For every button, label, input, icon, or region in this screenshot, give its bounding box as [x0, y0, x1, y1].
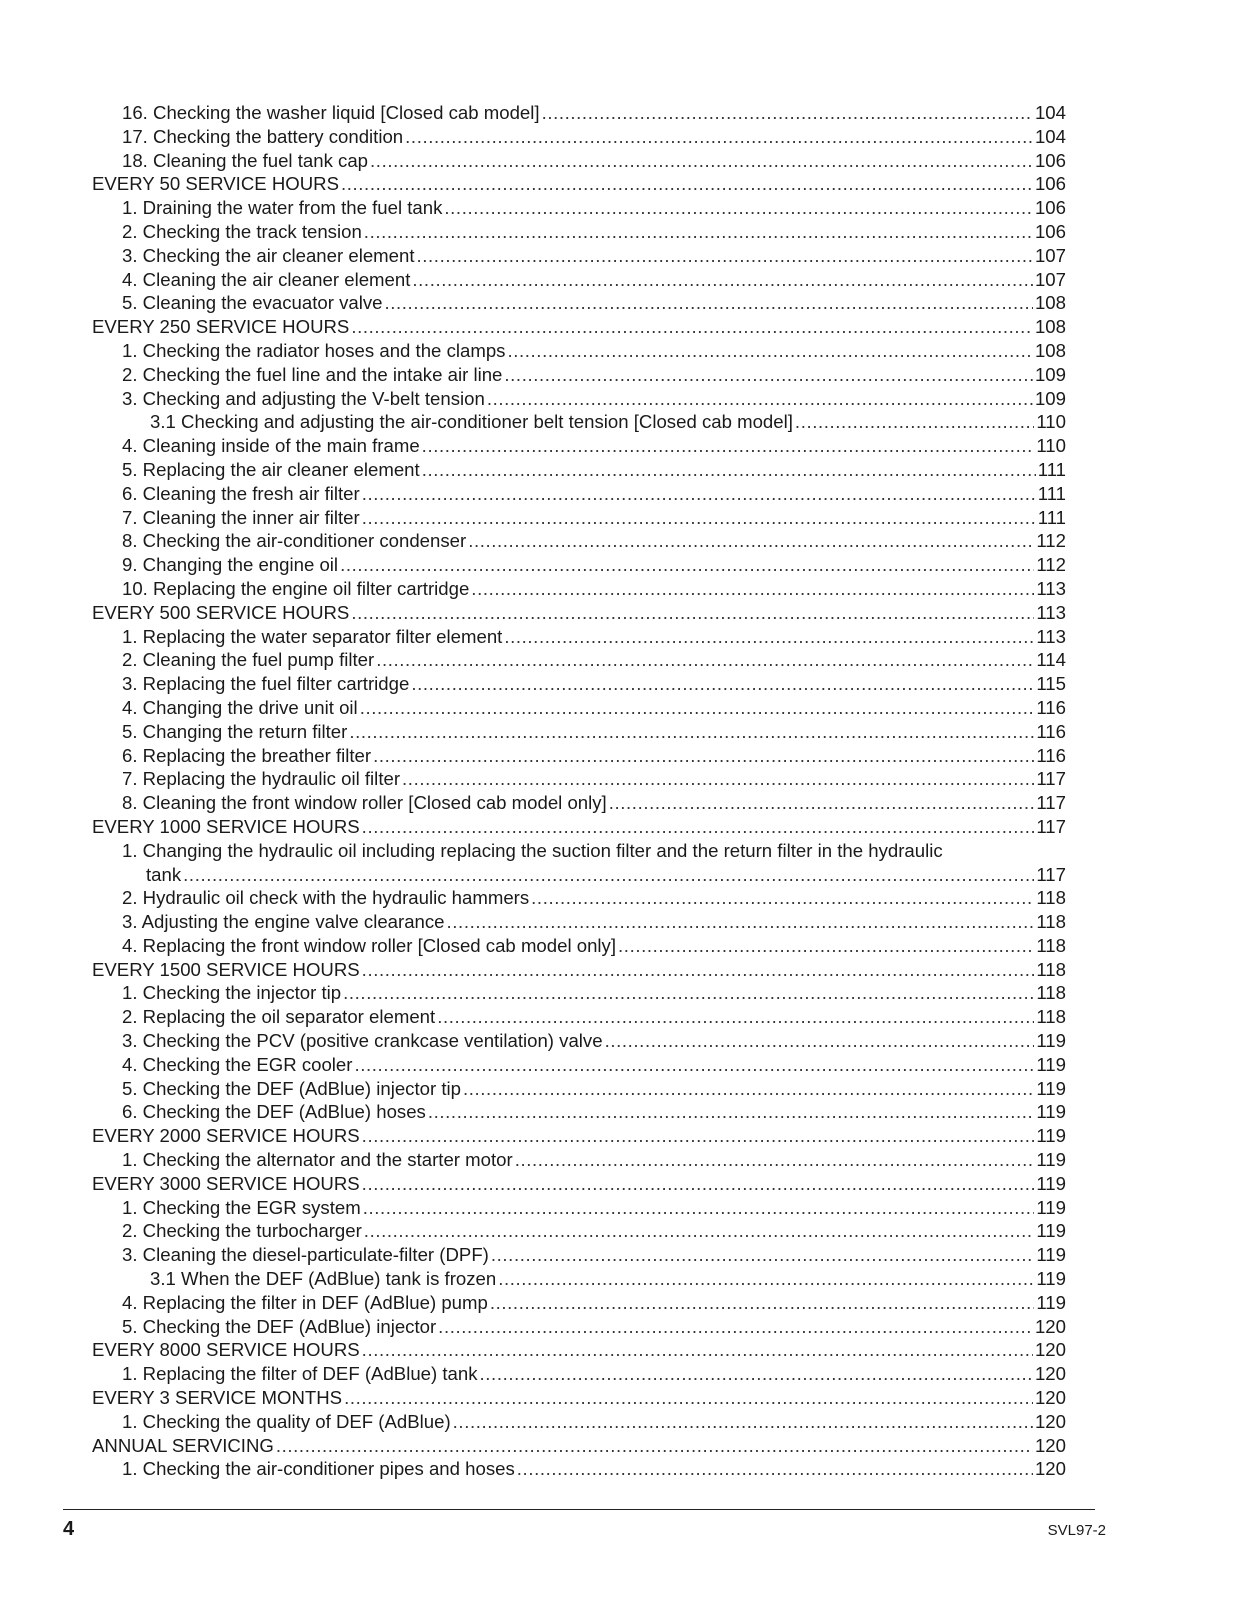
toc-entry-label: EVERY 8000 SERVICE HOURS	[92, 1339, 360, 1361]
toc-entry-label: 4. Replacing the filter in DEF (AdBlue) pump	[122, 1291, 488, 1313]
toc-entry[interactable]	[92, 1219, 1066, 1243]
toc-entry-label: 4. Changing the drive unit oil	[122, 696, 358, 718]
toc-entry-label: 6. Checking the DEF (AdBlue) hoses	[122, 1101, 426, 1123]
dot-leader	[428, 1100, 1034, 1124]
page-number: 4	[63, 1518, 75, 1540]
toc-entry-page: 118	[1036, 958, 1066, 980]
toc-entry-page: 107	[1034, 268, 1066, 290]
toc-entry-label: EVERY 50 SERVICE HOURS	[92, 173, 339, 195]
dot-leader	[438, 1315, 1033, 1339]
toc-entry[interactable]	[92, 553, 1066, 577]
dot-leader	[364, 220, 1033, 244]
dot-leader	[422, 458, 1036, 482]
toc-entry-page: 113	[1036, 625, 1066, 647]
toc-section-heading[interactable]	[92, 1338, 1066, 1362]
toc-entry-page: 106	[1034, 197, 1066, 219]
footer-rule	[63, 1509, 1095, 1510]
toc-entry-label: 2. Hydraulic oil check with the hydraulic hammers	[122, 887, 530, 909]
toc-entry[interactable]	[92, 625, 1066, 649]
dot-leader	[349, 720, 1034, 744]
toc-entry-label: ANNUAL SERVICING	[92, 1434, 274, 1456]
toc-entry[interactable]	[92, 720, 1066, 744]
dot-leader	[437, 1005, 1034, 1029]
toc-entry-label: 2. Replacing the oil separator element	[122, 1006, 436, 1028]
toc-entry[interactable]	[92, 339, 1066, 363]
toc-entry[interactable]	[92, 1315, 1066, 1339]
toc-entry-page: 109	[1034, 387, 1066, 409]
dot-leader	[362, 1338, 1033, 1362]
toc-entry-label: 16. Checking the washer liquid [Closed cab model]	[122, 102, 540, 123]
toc-entry-label: 18. Cleaning the fuel tank cap	[122, 149, 369, 171]
toc-entry[interactable]	[92, 1029, 1066, 1053]
toc-entry-label: 9. Changing the engine oil	[122, 554, 339, 576]
toc-entry-label: EVERY 3000 SERVICE HOURS	[92, 1172, 360, 1194]
toc-entry-page: 116	[1036, 744, 1066, 766]
toc-entry-label: 1. Replacing the water separator filter element	[122, 625, 503, 647]
toc-entry-page: 120	[1034, 1387, 1066, 1409]
toc-entry[interactable]	[92, 387, 1066, 411]
toc-entry-label: 1. Changing the hydraulic oil including replacing the suction filter and the return filter in the hydraulic	[122, 839, 943, 861]
toc-section-heading[interactable]	[92, 1124, 1066, 1148]
toc-entry-label: 4. Checking the EGR cooler	[122, 1053, 353, 1075]
dot-leader	[507, 339, 1033, 363]
toc-entry-page: 110	[1036, 411, 1066, 433]
dot-leader	[362, 815, 1035, 839]
dot-leader	[618, 934, 1034, 958]
table-of-contents	[92, 101, 1066, 1481]
toc-entry[interactable]	[92, 1196, 1066, 1220]
toc-entry-page: 119	[1036, 1125, 1066, 1147]
toc-entry-page: 119	[1036, 1268, 1066, 1290]
toc-entry-label: 1. Checking the injector tip	[122, 982, 342, 1004]
dot-leader	[417, 244, 1033, 268]
toc-entry-page: 118	[1036, 911, 1066, 933]
dot-leader	[351, 601, 1034, 625]
toc-entry-label: 5. Checking the DEF (AdBlue) injector	[122, 1315, 437, 1337]
toc-entry-page: 106	[1034, 173, 1066, 195]
toc-entry-page: 108	[1034, 339, 1066, 361]
toc-entry-page: 112	[1036, 530, 1066, 552]
toc-entry-page: 119	[1036, 1172, 1066, 1194]
toc-entry-page: 106	[1034, 220, 1066, 242]
toc-entry-page: 119	[1036, 1244, 1066, 1266]
dot-leader	[411, 672, 1034, 696]
toc-entry-page: 120	[1034, 1410, 1066, 1432]
toc-entry[interactable]	[92, 1100, 1066, 1124]
toc-entry-label: 17. Checking the battery condition	[122, 125, 404, 147]
toc-entry-page: 119	[1036, 1030, 1066, 1052]
dot-leader	[340, 553, 1034, 577]
toc-entry-page: 119	[1036, 1149, 1066, 1171]
dot-leader	[370, 149, 1033, 173]
toc-entry[interactable]	[92, 529, 1066, 553]
toc-entry-label: 5. Cleaning the evacuator valve	[122, 292, 383, 314]
dot-leader	[453, 1410, 1033, 1434]
toc-section-heading[interactable]	[92, 1172, 1066, 1196]
toc-entry-label: 1. Draining the water from the fuel tank	[122, 197, 443, 219]
toc-entry[interactable]	[92, 1457, 1066, 1481]
toc-entry-label: EVERY 3 SERVICE MONTHS	[92, 1387, 343, 1409]
dot-leader	[276, 1434, 1033, 1458]
toc-section-heading[interactable]	[92, 172, 1066, 196]
toc-entry[interactable]	[92, 125, 1066, 149]
dot-leader	[444, 196, 1033, 220]
toc-entry-label: 1. Checking the air-conditioner pipes and hoses	[122, 1458, 515, 1480]
toc-entry-page: 104	[1034, 125, 1066, 147]
toc-entry-label: 10. Replacing the engine oil filter cartridge	[122, 577, 470, 599]
toc-entry-page: 118	[1036, 887, 1066, 909]
toc-entry-label: 3. Checking the PCV (positive crankcase ventilation) valve	[122, 1030, 603, 1052]
toc-entry[interactable]	[92, 220, 1066, 244]
toc-entry[interactable]	[92, 1362, 1066, 1386]
toc-entry[interactable]	[92, 1005, 1066, 1029]
toc-section-heading[interactable]	[92, 1386, 1066, 1410]
toc-entry-label: 4. Replacing the front window roller [Closed cab model only]	[122, 934, 617, 956]
toc-entry[interactable]	[92, 577, 1066, 601]
dot-leader	[362, 1124, 1035, 1148]
toc-entry-label: 6. Cleaning the fresh air filter	[122, 482, 360, 504]
toc-entry-label: 7. Replacing the hydraulic oil filter	[122, 768, 401, 790]
toc-entry[interactable]	[92, 268, 1066, 292]
toc-entry-label: 5. Changing the return filter	[122, 720, 348, 742]
toc-entry-label: 3. Checking and adjusting the V-belt tension	[122, 387, 485, 409]
toc-entry-label: EVERY 2000 SERVICE HOURS	[92, 1125, 360, 1147]
toc-entry-page: 117	[1036, 815, 1066, 837]
toc-entry-page: 109	[1034, 363, 1066, 385]
dot-leader	[341, 172, 1033, 196]
toc-entry[interactable]	[92, 767, 1066, 791]
toc-entry[interactable]	[92, 410, 1066, 434]
toc-entry-label: 7. Cleaning the inner air filter	[122, 506, 360, 528]
toc-section-heading[interactable]	[92, 958, 1066, 982]
dot-leader	[384, 291, 1032, 315]
toc-entry-label-continued: tank	[146, 863, 182, 885]
toc-entry[interactable]	[92, 672, 1066, 696]
toc-entry-page: 117	[1036, 768, 1066, 790]
toc-entry[interactable]	[92, 910, 1066, 934]
toc-entry-label: 3. Replacing the fuel filter cartridge	[122, 673, 410, 695]
toc-entry-label: EVERY 1500 SERVICE HOURS	[92, 958, 360, 980]
toc-entry[interactable]	[92, 648, 1066, 672]
toc-entry-page: 120	[1034, 1363, 1066, 1385]
toc-entry-page: 119	[1036, 1220, 1066, 1242]
toc-entry[interactable]	[92, 934, 1066, 958]
toc-entry-label: EVERY 1000 SERVICE HOURS	[92, 815, 360, 837]
toc-entry[interactable]	[92, 434, 1066, 458]
toc-entry[interactable]	[92, 981, 1066, 1005]
toc-entry-page: 113	[1036, 577, 1066, 599]
dot-leader	[609, 791, 1035, 815]
toc-entry-label: 2. Checking the fuel line and the intake air line	[122, 363, 503, 385]
toc-entry-page: 108	[1034, 316, 1066, 338]
toc-entry[interactable]	[92, 1077, 1066, 1101]
toc-entry-page: 112	[1036, 554, 1066, 576]
dot-leader	[412, 268, 1033, 292]
toc-entry-label: 4. Cleaning inside of the main frame	[122, 435, 420, 457]
toc-entry[interactable]	[92, 886, 1066, 910]
toc-entry[interactable]	[92, 458, 1066, 482]
dot-leader	[405, 125, 1033, 149]
dot-leader	[491, 1243, 1034, 1267]
toc-entry-label: 8. Checking the air-conditioner condenser	[122, 530, 467, 552]
toc-entry-page: 120	[1034, 1315, 1066, 1337]
toc-entry-page: 119	[1036, 1053, 1066, 1075]
toc-entry-label: 8. Cleaning the front window roller [Closed cab model only]	[122, 792, 607, 814]
dot-leader	[605, 1029, 1035, 1053]
dot-leader	[422, 434, 1035, 458]
toc-entry-label: 3. Cleaning the diesel-particulate-filter (DPF)	[122, 1244, 489, 1266]
toc-entry-label: 2. Checking the track tension	[122, 220, 362, 242]
toc-entry-page: 111	[1037, 482, 1066, 504]
dot-leader	[183, 863, 1034, 887]
dot-leader	[504, 363, 1033, 387]
toc-entry-label: 4. Cleaning the air cleaner element	[122, 268, 411, 290]
toc-entry-label: 1. Checking the EGR system	[122, 1196, 361, 1218]
dot-leader	[531, 886, 1034, 910]
toc-section-heading[interactable]	[92, 815, 1066, 839]
toc-entry-label: 1. Checking the alternator and the starter motor	[122, 1149, 513, 1171]
toc-entry[interactable]	[92, 1053, 1066, 1077]
toc-entry-page: 116	[1036, 696, 1066, 718]
dot-leader	[376, 648, 1034, 672]
toc-entry-page: 118	[1036, 1006, 1066, 1028]
dot-leader	[490, 1291, 1034, 1315]
dot-leader	[487, 387, 1033, 411]
toc-entry[interactable]	[92, 791, 1066, 815]
toc-entry-label: EVERY 500 SERVICE HOURS	[92, 601, 350, 623]
dot-leader	[515, 1148, 1035, 1172]
dot-leader	[362, 506, 1036, 530]
dot-leader	[463, 1077, 1034, 1101]
dot-leader	[364, 1219, 1035, 1243]
dot-leader	[468, 529, 1034, 553]
toc-entry-page: 114	[1036, 649, 1066, 671]
toc-entry-page: 120	[1034, 1339, 1066, 1361]
toc-entry[interactable]	[92, 1267, 1066, 1291]
dot-leader	[447, 910, 1035, 934]
toc-entry[interactable]	[92, 744, 1066, 768]
toc-entry-page: 116	[1036, 720, 1066, 742]
toc-entry[interactable]	[92, 363, 1066, 387]
toc-entry[interactable]	[92, 149, 1066, 173]
dot-leader	[402, 767, 1034, 791]
toc-entry-label: 1. Checking the radiator hoses and the clamps	[122, 339, 506, 361]
toc-entry-label: 2. Checking the turbocharger	[122, 1220, 362, 1242]
toc-section-heading[interactable]	[92, 315, 1066, 339]
dot-leader	[351, 315, 1033, 339]
dot-leader	[480, 1362, 1033, 1386]
toc-entry-page: 115	[1036, 673, 1066, 695]
dot-leader	[471, 577, 1034, 601]
dot-leader	[504, 625, 1034, 649]
toc-section-heading[interactable]	[92, 601, 1066, 625]
toc-entry-page: 120	[1034, 1434, 1066, 1456]
toc-entry-page: 117	[1036, 792, 1066, 814]
toc-entry-page: 106	[1034, 149, 1066, 171]
toc-entry[interactable]	[92, 1291, 1066, 1315]
toc-entry-page: 119	[1036, 1101, 1066, 1123]
toc-entry-label: EVERY 250 SERVICE HOURS	[92, 316, 350, 338]
toc-entry[interactable]	[92, 506, 1066, 530]
toc-entry-label: 3. Adjusting the engine valve clearance	[122, 911, 445, 933]
toc-entry-label: 3.1 When the DEF (AdBlue) tank is frozen	[150, 1268, 497, 1290]
dot-leader	[498, 1267, 1034, 1291]
toc-entry[interactable]	[92, 196, 1066, 220]
toc-entry-page: 120	[1034, 1458, 1066, 1480]
toc-entry-label: 3.1 Checking and adjusting the air-conditioner belt tension [Closed cab model]	[150, 411, 793, 433]
toc-entry-page: 119	[1036, 1291, 1066, 1313]
toc-entry-label: 5. Replacing the air cleaner element	[122, 458, 420, 480]
toc-entry[interactable]	[92, 291, 1066, 315]
toc-entry-page: 113	[1036, 601, 1066, 623]
toc-entry[interactable]	[92, 1410, 1066, 1434]
toc-entry-label: 6. Replacing the breather filter	[122, 744, 372, 766]
toc-entry-page: 108	[1034, 292, 1066, 314]
toc-entry-page: 119	[1036, 1196, 1066, 1218]
toc-entry-page: 104	[1034, 102, 1066, 123]
toc-entry-page: 118	[1036, 934, 1066, 956]
toc-entry-page: 111	[1037, 458, 1066, 480]
toc-entry[interactable]	[92, 482, 1066, 506]
toc-entry-page: 117	[1036, 863, 1066, 885]
dot-leader	[343, 981, 1034, 1005]
toc-entry-page: 110	[1036, 435, 1066, 457]
toc-entry[interactable]	[92, 696, 1066, 720]
dot-leader	[363, 1196, 1035, 1220]
toc-entry[interactable]	[92, 244, 1066, 268]
toc-section-heading[interactable]	[92, 1434, 1066, 1458]
toc-entry-page: 107	[1034, 244, 1066, 266]
dot-leader	[362, 482, 1036, 506]
toc-entry-page: 111	[1037, 506, 1066, 528]
toc-entry[interactable]	[92, 1243, 1066, 1267]
dot-leader	[542, 101, 1033, 125]
dot-leader	[517, 1457, 1033, 1481]
dot-leader	[795, 410, 1034, 434]
toc-entry-label: 2. Cleaning the fuel pump filter	[122, 649, 375, 671]
toc-entry-label: 3. Checking the air cleaner element	[122, 244, 415, 266]
toc-entry-label: 5. Checking the DEF (AdBlue) injector tip	[122, 1077, 461, 1099]
dot-leader	[360, 696, 1035, 720]
toc-entry-page: 119	[1036, 1077, 1066, 1099]
dot-leader	[362, 958, 1035, 982]
dot-leader	[344, 1386, 1033, 1410]
toc-entry[interactable]	[92, 839, 1066, 887]
toc-entry-label: 1. Replacing the filter of DEF (AdBlue) tank	[122, 1363, 478, 1385]
toc-entry[interactable]	[92, 101, 1066, 125]
dot-leader	[354, 1053, 1034, 1077]
dot-leader	[373, 744, 1034, 768]
document-code: SVL97-2	[1047, 1522, 1106, 1539]
dot-leader	[362, 1172, 1035, 1196]
toc-entry-page: 118	[1036, 982, 1066, 1004]
toc-entry-label: 1. Checking the quality of DEF (AdBlue)	[122, 1410, 451, 1432]
toc-entry[interactable]	[92, 1148, 1066, 1172]
